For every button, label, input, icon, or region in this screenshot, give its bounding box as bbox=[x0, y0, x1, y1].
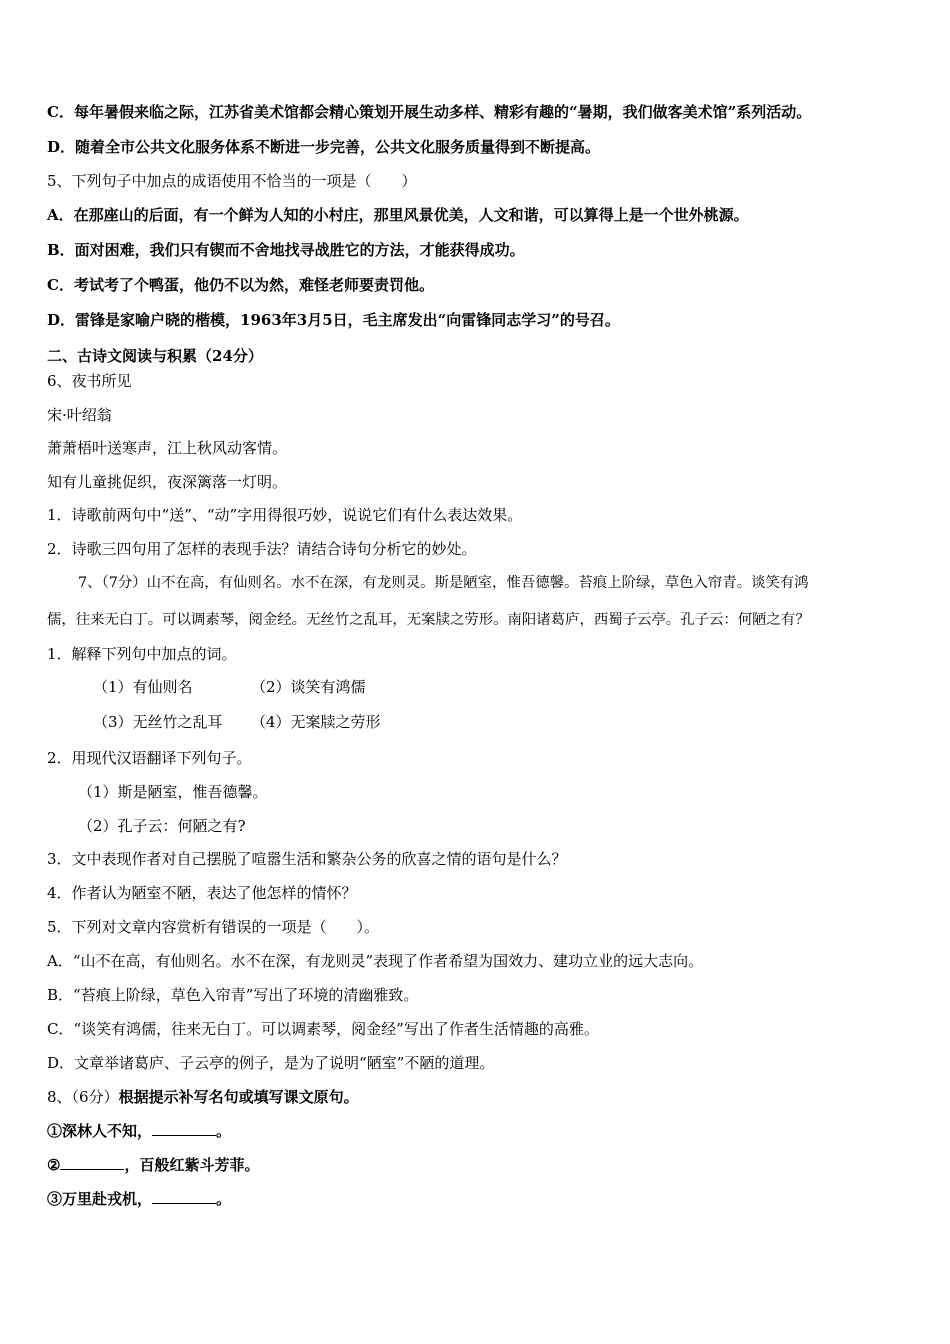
q6-sub-1: 1．诗歌前两句中“送”、“动”字用得很巧妙，说说它们有什么表达效果。 bbox=[47, 506, 523, 524]
q7-passage-line-2: 儒，往来无白丁。可以调素琴，阅金经。无丝竹之乱耳，无案牍之劳形。南阳诸葛庐，西蜀子云亭。孔子云：何陋之有？ bbox=[47, 612, 810, 628]
q6-sub-2: 2．诗歌三四句用了怎样的表现手法？请结合诗句分析它的妙处。 bbox=[47, 540, 477, 558]
section-title: 二、古诗文阅读与积累（24分） bbox=[47, 347, 263, 365]
q7-sub-2: 2．用现代汉语翻译下列句子。 bbox=[47, 749, 252, 767]
q4-option-d: D．随着全市公共文化服务体系不断进一步完善，公共文化服务质量得到不断提高。 bbox=[47, 138, 601, 156]
q5-option-b: B．面对困难，我们只有锲而不舍地找寻战胜它的方法，才能获得成功。 bbox=[47, 241, 525, 259]
q5-option-a: A．在那座山的后面，有一个鲜为人知的小村庄，那里风景优美，人文和谐，可以算得上是一个世外桃源。 bbox=[47, 206, 749, 224]
q5-option-c: C．考试考了个鸭蛋，他仍不以为然，难怪老师要责罚他。 bbox=[47, 276, 434, 294]
q7-option-d: D．文章举诸葛庐、子云亭的例子，是为了说明“陋室”不陋的道理。 bbox=[47, 1054, 495, 1072]
q7-option-c: C．“谈笑有鸿儒，往来无白丁。可以调素琴，阅金经”写出了作者生活情趣的高雅。 bbox=[47, 1020, 599, 1038]
q5-stem: 5、下列句子中加点的成语使用不恰当的一项是（ ） bbox=[47, 172, 417, 190]
q7-sub-1-item-1: （1）有仙则名 bbox=[93, 678, 193, 696]
answer-blank[interactable] bbox=[152, 1121, 216, 1136]
q8-item-2: ② ，百般红紫斗芳菲。 bbox=[47, 1156, 260, 1174]
q6-poem-line-1: 萧萧梧叶送寒声，江上秋风动客情。 bbox=[47, 439, 288, 457]
q7-sub-5: 5．下列对文章内容赏析有错误的一项是（ ）。 bbox=[47, 918, 380, 936]
q7-sub-2-item-1: （1）斯是陋室，惟吾德馨。 bbox=[78, 783, 268, 801]
q7-sub-4: 4．作者认为陋室不陋，表达了他怎样的情怀？ bbox=[47, 884, 357, 902]
q7-sub-1-item-3: （3）无丝竹之乱耳 bbox=[93, 713, 223, 731]
q8-stem bbox=[47, 1087, 930, 1107]
q7-passage-line-1: 7、（7分）山不在高，有仙则名。水不在深，有龙则灵。斯是陋室，惟吾德馨。苔痕上阶绿，草色入帘青。谈笑有鸿 bbox=[78, 575, 809, 591]
q7-sub-1-item-4: （4）无案牍之劳形 bbox=[251, 713, 381, 731]
answer-blank[interactable] bbox=[152, 1189, 216, 1204]
q6-title: 6、夜书所见 bbox=[47, 372, 132, 390]
answer-blank[interactable] bbox=[60, 1155, 124, 1170]
q8-item-3: ③万里赴戎机， 。 bbox=[47, 1190, 232, 1208]
q8-number: 8、（6分） bbox=[47, 1088, 119, 1106]
q7-option-a: A．“山不在高，有仙则名。水不在深，有龙则灵”表现了作者希望为国效力、建功立业的远大志向。 bbox=[47, 952, 704, 970]
q6-author: 宋·叶绍翁 bbox=[47, 406, 112, 424]
q7-sub-1: 1．解释下列句中加点的词。 bbox=[47, 645, 237, 663]
q7-option-b: B．“苔痕上阶绿，草色入帘青”写出了环境的清幽雅致。 bbox=[47, 986, 419, 1004]
q7-sub-1-item-2: （2）谈笑有鸿儒 bbox=[251, 678, 366, 696]
q6-poem-line-2: 知有儿童挑促织，夜深篱落一灯明。 bbox=[47, 473, 288, 491]
q5-option-d: D．雷锋是家喻户晓的楷模，1963年3月5日，毛主席发出“向雷锋同志学习”的号召。 bbox=[47, 311, 620, 329]
q4-option-c: C．每年暑假来临之际，江苏省美术馆都会精心策划开展生动多样、精彩有趣的“暑期，我们做客美术馆”系列活动。 bbox=[47, 103, 812, 121]
q8-item-1: ①深林人不知， 。 bbox=[47, 1122, 232, 1140]
q7-sub-3: 3．文中表现作者对自己摆脱了喧嚣生活和繁杂公务的欣喜之情的语句是什么？ bbox=[47, 850, 567, 868]
q8-instruction: 根据提示补写名句或填写课文原句。 bbox=[118, 1088, 359, 1106]
q7-sub-2-item-2: （2）孔子云：何陋之有? bbox=[78, 817, 246, 835]
